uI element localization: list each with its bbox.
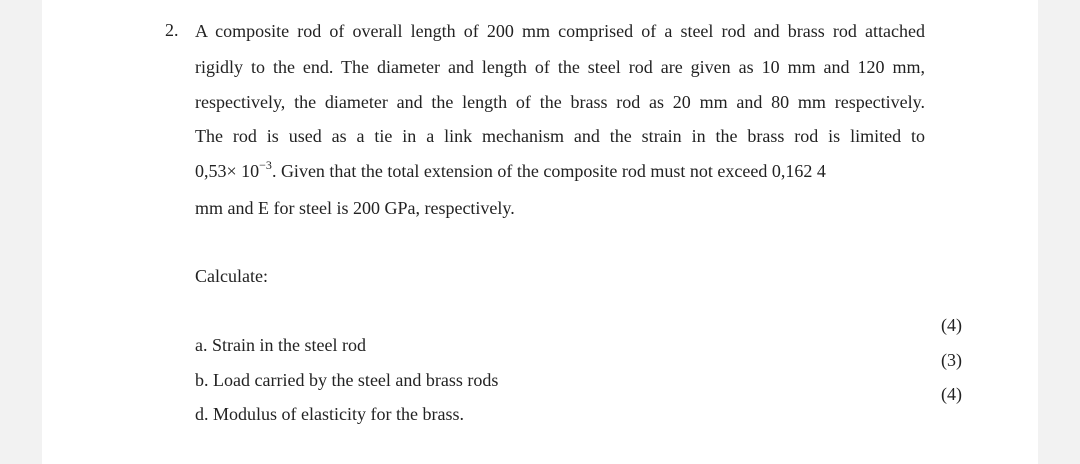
part-d: d. Modulus of elasticity for the brass. bbox=[195, 404, 464, 424]
strain-limit-exponent: −3 bbox=[259, 158, 272, 172]
question-line-5-rest: . Given that the total extension of the composite rod must not exceed 0,162 4 bbox=[271, 161, 826, 181]
question-line-5 bbox=[195, 160, 925, 184]
question-line-2: rigidly to the end. The diameter and length of the steel rod are given as 10 mm and 120 mm, bbox=[195, 57, 925, 77]
document-page bbox=[42, 0, 1038, 464]
question-line-3: respectively, the diameter and the length of the brass rod as 20 mm and 80 mm respectively. bbox=[195, 92, 925, 112]
question-line-1: A composite rod of overall length of 200 mm comprised of a steel rod and brass rod attached bbox=[195, 21, 925, 41]
calculate-label: Calculate: bbox=[195, 266, 268, 286]
part-a: a. Strain in the steel rod bbox=[195, 335, 366, 355]
part-b: b. Load carried by the steel and brass rods bbox=[195, 370, 499, 390]
mark-part-d: (4) bbox=[941, 384, 962, 404]
mark-part-a: (4) bbox=[941, 315, 962, 335]
question-number: 2. bbox=[165, 20, 179, 40]
mark-part-b: (3) bbox=[941, 350, 962, 370]
question-line-4: The rod is used as a tie in a link mechanism and the strain in the brass rod is limited to bbox=[195, 126, 925, 146]
question-line-6: mm and E for steel is 200 GPa, respectively. bbox=[195, 198, 515, 218]
strain-limit-value: 0,53× 10 bbox=[195, 161, 260, 181]
